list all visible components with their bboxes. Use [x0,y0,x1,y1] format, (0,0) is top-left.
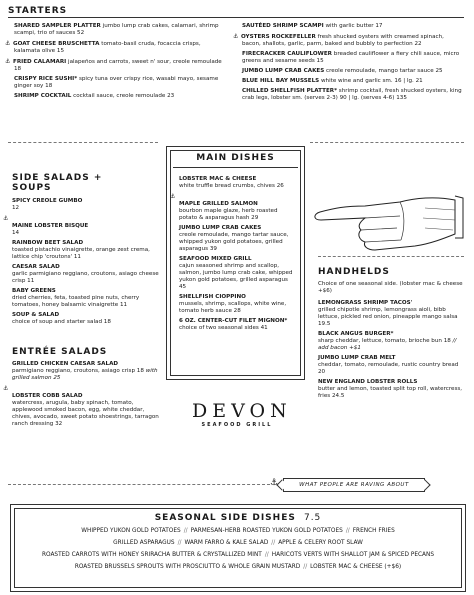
menu-item-name: SOUP & SALAD [12,312,60,318]
menu-item-desc: white truffle bread crumbs, chives 26 [179,183,284,189]
menu-item-desc: dried cherries, feta, toasted pine nuts, cherry tomatoes, honey balsamic vinaigrette 11 [12,295,140,308]
menu-item-name: FRIED CALAMARI [13,59,67,65]
menu-item-name: SHELLFISH CIOPPINO [179,294,246,300]
menu-item-name: LOBSTER COBB SALAD [12,393,83,399]
menu-item [318,379,464,400]
menu-item-desc: 12 [12,205,20,211]
menu-item-name: SPICY CREOLE GUMBO [12,198,83,204]
anchor-icon: ⚓ [3,385,9,392]
menu-item [318,331,464,352]
menu-item-name: LOBSTER MAC & CHEESE [179,176,257,182]
menu-item-desc: grilled chipotle shrimp, lemongrass aioli, bibb lettuce, pickled red onion, pineapple mango salsa 19.5 [318,307,458,327]
menu-item [5,58,224,73]
menu-item-desc: mussels, shrimp, scallops, white wine, tomato herb sauce 28 [179,301,287,314]
menu-item [242,51,464,65]
menu-item-desc: jalapeños and carrots, sweet n' sour, creole remoulade 18 [14,59,222,72]
divider [8,142,158,143]
menu-item [179,256,294,291]
seasonal-item: FRENCH FRIES [352,528,395,534]
menu-item [12,240,162,261]
starters-title: STARTERS [8,6,68,16]
menu-item-desc: watercress, arugula, baby spinach, tomato, applewood smoked bacon, egg, white cheddar, chives, avocado, sweet potato shoestrings, tarragon ranch dressing 32 [12,400,159,427]
menu-item-name: CRISPY RICE SUSHI* [14,76,78,82]
seasonal-price: 7.5 [303,513,322,523]
starters-left-list [5,23,224,103]
menu-item [242,78,464,85]
separator-icon: // [183,528,188,534]
menu-item-desc: choice of soup and starter salad 18 [12,319,111,325]
menu-item [242,88,464,102]
menu-item-name: 6 OZ. CENTER-CUT FILET MIGNON* [179,318,288,324]
menu-item-desc: jumbo lump crab cakes, calamari, shrimp scampi, trio of sauces 52 [14,23,219,36]
menu-item-name: JUMBO LUMP CRAB MELT [318,355,396,361]
menu-item-name: SEAFOOD MIXED GRILL [179,256,252,262]
seasonal-item: APPLE & CELERY ROOT SLAW [278,540,363,546]
menu-item-name: LEMONGRASS SHRIMP TACOS' [318,300,413,306]
menu-item [14,23,224,37]
menu-item-desc: toasted pistachio vinaigrette, orange zest crema, lattice chip 'croutons' 11 [12,247,150,260]
menu-item [12,198,162,212]
entree-salads-list [3,361,162,431]
entree-salads-section [12,347,162,357]
menu-item-name: BLUE HILL BAY MUSSELS [242,78,320,84]
menu-item-desc: creole remoulade, mango tartar sauce 25 [326,68,443,74]
seasonal-item: ROASTED BRUSSELS SPROUTS WITH PROSCIUTTO & WHOLE GRAIN MUSTARD [74,564,301,570]
divider [318,256,464,257]
menu-item-desc: creole remoulade, mango tartar sauce, whipped yukon gold potatoes, grilled asparagus 39 [179,232,289,252]
anchor-icon: ⚓ [233,33,239,40]
menu-item-desc: bourbon maple glaze, herb roasted potato & asparagus hash 29 [179,208,278,221]
menu-item-desc: parmigiano reggiano, croutons, asiago crisp 18 [12,368,144,374]
menu-item-extra: // add bacon +$1 [318,338,457,351]
seasonal-item: ROASTED CARROTS WITH HONEY SRIRACHA BUTTER & CRYSTALLIZED MINT [41,552,262,558]
menu-item-desc: cocktail sauce, creole remoulade 23 [73,93,175,99]
menu-item-desc: choice of two seasonal sides 41 [179,325,268,331]
menu-item-extra: with grilled salmon 25 [12,368,158,381]
menu-item-name: CHILLED SHELLFISH PLATTER* [242,88,338,94]
seasonal-item: WARM FARRO & KALE SALAD [184,540,269,546]
menu-item-name: GOAT CHEESE BRUSCHETTA [13,41,100,47]
menu-item-name: FIRECRACKER CAULIFLOWER [242,51,332,57]
seasonal-row [11,537,465,549]
seasonal-item: PARMESAN-HERB ROASTED YUKON GOLD POTATOES [190,528,343,534]
handhelds-section [318,267,464,298]
seasonal-row [11,525,465,537]
separator-icon: // [303,564,308,570]
menu-item-name: NEW ENGLAND LOBSTER ROLLS [318,379,418,385]
menu-item-desc: garlic parmigiano reggiano, croutons, asiago cheese crisp 11 [12,271,159,284]
menu-item-name: JUMBO LUMP CRAB CAKES [242,68,325,74]
menu-item-name: SHARED SAMPLER PLATTER [14,23,101,29]
menu-item-desc: white wine and garlic sm. 16 | lg. 21 [320,78,423,84]
menu-item [179,225,294,253]
menu-item [12,264,162,285]
seasonal-item: WHIPPED YUKON GOLD POTATOES [81,528,181,534]
menu-item-desc: breaded cauliflower a fiery chili sauce, micro greens and sesame seeds 15 [242,51,460,64]
menu-item-name: JUMBO LUMP CRAB CAKES [179,225,262,231]
menu-item [5,40,224,55]
menu-item [318,300,464,328]
menu-item-desc: cheddar, tomato, remoulade, rustic country bread 20 [318,362,459,375]
menu-item-name: GRILLED CHICKEN CAESAR SALAD [12,361,119,367]
starters-right-list [233,23,464,105]
anchor-icon: ⚓ [5,58,11,65]
menu-item-name: MAPLE GRILLED SALMON [179,201,258,207]
seasonal-sides-box [10,504,466,592]
main-dishes-box [166,146,305,380]
menu-item [179,318,294,332]
handhelds-intro: Choice of one seasonal side. (lobster mac & cheese +$6) [318,281,463,294]
main-dishes-title: MAIN DISHES [196,153,275,163]
menu-item-name: CAESAR SALAD [12,264,60,270]
seasonal-rows [11,525,465,573]
menu-item [242,68,464,75]
menu-item [12,288,162,309]
seasonal-row [11,549,465,561]
menu-item [233,33,464,48]
rave-banner: WHAT PEOPLE ARE RAVING ABOUT [283,478,425,492]
side-salads-list [3,198,162,329]
starters-rule [8,17,464,18]
side-salads-section [12,173,162,193]
menu-item-name: BLACK ANGUS BURGER* [318,331,394,337]
handhelds-title: HANDHELDS [318,267,390,277]
anchor-icon: ⚓ [270,478,279,488]
menu-item-name: OYSTERS ROCKEFELLER [241,34,316,40]
menu-item-desc: cajun seasoned shrimp and scallop, salmon, jumbo lump crab cake, whipped yukon gold potatoes, grilled asparagus 45 [179,263,293,290]
menu-item [179,176,294,190]
menu-item [318,355,464,376]
handhelds-list [318,300,464,403]
menu-item-desc: 14 [12,230,20,236]
brand-name: DEVON [192,400,292,422]
menu-item [3,215,162,237]
anchor-icon: ⚓ [170,193,176,200]
menu-item-name: RAINBOW BEET SALAD [12,240,84,246]
separator-icon: // [271,540,276,546]
menu-item [242,23,464,30]
separator-icon: // [177,540,182,546]
seasonal-item: LOBSTER MAC & CHEESE (+$6) [310,564,402,570]
menu-item [14,93,224,100]
menu-item-name: SHRIMP COCKTAIL [14,93,72,99]
menu-item-desc: fresh shucked oysters with creamed spinach, bacon, shallots, garlic, parm, baked and bubbly to perfection 22 [242,34,444,47]
menu-item-name: MAINE LOBSTER BISQUE [12,223,89,229]
starters-section [8,6,218,16]
menu-item [3,385,162,428]
seasonal-row [11,561,465,573]
divider [310,142,464,143]
separator-icon: // [345,528,350,534]
brand-logo [192,400,292,428]
menu-item [12,361,162,382]
seasonal-title: SEASONAL SIDE DISHES [154,513,296,523]
menu-item [14,76,224,90]
entree-salads-title: ENTRÉE SALADS [12,347,108,357]
menu-item-name: SAUTÉED SHRIMP SCAMPI [242,23,324,29]
menu-item-desc: spicy tuna over crispy rice, wasabi mayo, sesame ginger soy 18 [14,76,219,89]
seasonal-item: GRILLED ASPARAGUS [113,540,175,546]
anchor-icon: ⚓ [5,40,11,47]
menu-item [170,193,294,222]
menu-item-desc: shrimp cocktail, fresh shucked oysters, king crab legs, lobster sm. (serves 2-3) 90 | lg. (serves 4-6) 135 [242,88,462,101]
divider [8,484,270,485]
seasonal-item: HARICOTS VERTS WITH SHALLOT JAM & SPICED PECANS [271,552,435,558]
side-salads-title: SIDE SALADS + [12,173,103,183]
menu-item [12,312,162,326]
menu-item-desc: butter and lemon, toasted split top roll, watercress, fries 24.5 [318,386,463,399]
pointing-hand-icon [305,188,465,258]
side-salads-title-2: SOUPS [12,183,52,193]
seasonal-title-row [11,513,465,523]
menu-item-name: BABY GREENS [12,288,56,294]
main-dishes-list [167,168,304,332]
menu-item [179,294,294,315]
anchor-icon: ⚓ [3,215,9,222]
menu-item-desc: tomato-basil cruda, focaccia crisps, kalamata olive 15 [14,41,201,54]
separator-icon: // [264,552,269,558]
menu-item-desc: sharp cheddar, lettuce, tomato, brioche bun 18 [318,338,451,344]
menu-item-desc: with garlic butter 17 [325,23,383,29]
brand-sub: SEAFOOD GRILL [201,422,273,428]
